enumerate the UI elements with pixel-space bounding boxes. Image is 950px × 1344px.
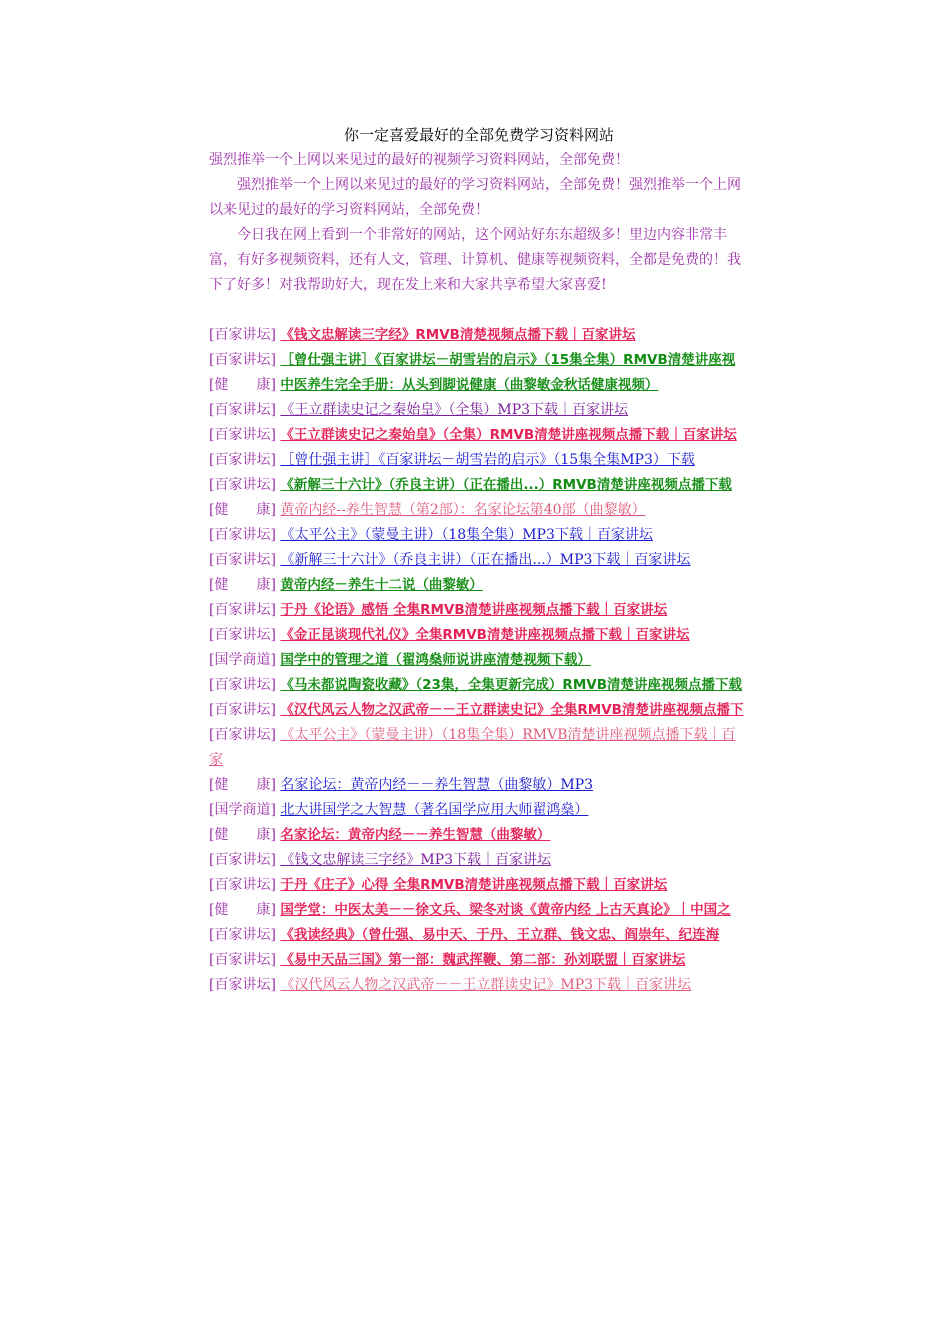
- list-item: [百家讲坛] 《太平公主》（蒙曼主讲）（18集全集）MP3下载｜百家讲坛: [209, 527, 653, 543]
- category-link[interactable]: 百家讲坛: [214, 927, 271, 943]
- resource-link[interactable]: 《易中天品三国》第一部：魏武挥鞭、第二部：孙刘联盟｜百家讲坛: [280, 952, 686, 968]
- list-item: [健 康] 黄帝内经－养生十二说（曲黎敏）: [209, 577, 483, 593]
- resource-link[interactable]: 名家论坛：黄帝内经－－养生智慧（曲黎敏）MP3: [280, 777, 594, 793]
- category-link[interactable]: 百家讲坛: [214, 852, 271, 868]
- resource-link[interactable]: 《汉代风云人物之汉武帝－－王立群读史记》全集RMVB清楚讲座视频点播下: [280, 702, 744, 718]
- resource-link[interactable]: 《钱文忠解读三字经》MP3下载｜百家讲坛: [280, 852, 552, 868]
- resource-link[interactable]: 于丹《论语》感悟 全集RMVB清楚讲座视频点播下载｜百家讲坛: [280, 602, 668, 618]
- category-link[interactable]: 百家讲坛: [214, 527, 271, 543]
- category-link[interactable]: 健 康: [214, 827, 271, 843]
- intro-paragraph: 强烈推举一个上网以来见过的最好的学习资料网站，全部免费！强烈推举一个上网以来见过的最好的学习资料网站，全部免费！: [209, 177, 741, 218]
- list-item: [健 康] 名家论坛：黄帝内经－－养生智慧（曲黎敏）: [209, 827, 551, 843]
- category-link[interactable]: 国学商道: [214, 652, 271, 668]
- resource-link[interactable]: 国学堂：中医太美－－徐文兵、梁冬对谈《黄帝内经 上古天真论》｜中国之: [280, 902, 731, 918]
- category-link[interactable]: 百家讲坛: [214, 352, 271, 368]
- list-item: [百家讲坛] 《我读经典》（曾仕强、易中天、于丹、王立群、钱文忠、阎崇年、纪连海: [209, 927, 720, 943]
- list-item: [百家讲坛] 于丹《庄子》心得 全集RMVB清楚讲座视频点播下载｜百家讲坛: [209, 877, 668, 893]
- category-link[interactable]: 百家讲坛: [214, 677, 271, 693]
- category-link[interactable]: 百家讲坛: [214, 727, 271, 743]
- list-item: [百家讲坛] 《王立群读史记之秦始皇》（全集）RMVB清楚讲座视频点播下载｜百家讲坛: [209, 427, 737, 443]
- list-item: [健 康] 国学堂：中医太美－－徐文兵、梁冬对谈《黄帝内经 上古天真论》｜中国之: [209, 902, 731, 918]
- document-page: [209, 122, 749, 998]
- resource-link-list: [209, 323, 749, 998]
- resource-link[interactable]: 于丹《庄子》心得 全集RMVB清楚讲座视频点播下载｜百家讲坛: [280, 877, 668, 893]
- resource-link[interactable]: 名家论坛：黄帝内经－－养生智慧（曲黎敏）: [280, 827, 551, 843]
- intro-line: 强烈推举一个上网以来见过的最好的视频学习资料网站，全部免费！: [209, 152, 629, 168]
- list-item: [百家讲坛] 《易中天品三国》第一部：魏武挥鞭、第二部：孙刘联盟｜百家讲坛: [209, 952, 686, 968]
- category-link[interactable]: 百家讲坛: [214, 552, 271, 568]
- list-item: [百家讲坛] 《钱文忠解读三字经》RMVB清楚视频点播下载｜百家讲坛: [209, 327, 636, 343]
- resource-link[interactable]: 《新解三十六计》（乔良主讲）（正在播出...）MP3下载｜百家讲坛: [280, 552, 691, 568]
- list-item: [百家讲坛] 《汉代风云人物之汉武帝－－王立群读史记》MP3下载｜百家讲坛: [209, 977, 692, 993]
- intro-paragraph: 今日我在网上看到一个非常好的网站，这个网站好东东超级多！里边内容非常丰富，有好多视频资料，还有人文，管理、计算机、健康等视频资料，全都是免费的！我下了好多！对我帮助好大，现在发上来和大家共享希望大家喜爱!: [209, 227, 741, 293]
- list-item: [百家讲坛] 《马未都说陶瓷收藏》（23集，全集更新完成）RMVB清楚讲座视频点播下载: [209, 677, 742, 693]
- resource-link[interactable]: 《我读经典》（曾仕强、易中天、于丹、王立群、钱文忠、阎崇年、纪连海: [280, 927, 720, 943]
- resource-link[interactable]: 中医养生完全手册：从头到脚说健康（曲黎敏金秋话健康视频）: [280, 377, 659, 393]
- list-item: [百家讲坛] ［曾仕强主讲］《百家讲坛－胡雪岩的启示》（15集全集）RMVB清楚讲座视: [209, 352, 736, 368]
- resource-link[interactable]: 北大讲国学之大智慧（著名国学应用大师翟鸿燊）: [280, 802, 589, 818]
- resource-link[interactable]: 《钱文忠解读三字经》RMVB清楚视频点播下载｜百家讲坛: [280, 327, 636, 343]
- resource-link[interactable]: 《金正昆谈现代礼仪》全集RMVB清楚讲座视频点播下载｜百家讲坛: [280, 627, 690, 643]
- resource-link[interactable]: 《太平公主》（蒙曼主讲）（18集全集）RMVB清楚讲座视频点播下载｜百家: [209, 727, 736, 768]
- category-link[interactable]: 百家讲坛: [214, 977, 271, 993]
- category-link[interactable]: 百家讲坛: [214, 427, 271, 443]
- list-item: [百家讲坛] 《钱文忠解读三字经》MP3下载｜百家讲坛: [209, 852, 552, 868]
- list-item: [百家讲坛] 《金正昆谈现代礼仪》全集RMVB清楚讲座视频点播下载｜百家讲坛: [209, 627, 690, 643]
- list-item: [健 康] 名家论坛：黄帝内经－－养生智慧（曲黎敏）MP3: [209, 777, 594, 793]
- category-link[interactable]: 国学商道: [214, 802, 271, 818]
- resource-link[interactable]: ［曾仕强主讲］《百家讲坛－胡雪岩的启示》（15集全集）RMVB清楚讲座视: [280, 352, 736, 368]
- resource-link[interactable]: 《新解三十六计》（乔良主讲）（正在播出...）RMVB清楚讲座视频点播下载: [280, 477, 732, 493]
- category-link[interactable]: 百家讲坛: [214, 477, 271, 493]
- resource-link[interactable]: 《马未都说陶瓷收藏》（23集，全集更新完成）RMVB清楚讲座视频点播下载: [280, 677, 742, 693]
- category-link[interactable]: 百家讲坛: [214, 702, 271, 718]
- category-link[interactable]: 百家讲坛: [214, 602, 271, 618]
- list-item: [百家讲坛] 《新解三十六计》（乔良主讲）（正在播出...）MP3下载｜百家讲坛: [209, 552, 691, 568]
- resource-link[interactable]: 《汉代风云人物之汉武帝－－王立群读史记》MP3下载｜百家讲坛: [280, 977, 692, 993]
- category-link[interactable]: 百家讲坛: [214, 627, 271, 643]
- category-link[interactable]: 百家讲坛: [214, 402, 271, 418]
- resource-link[interactable]: 《太平公主》（蒙曼主讲）（18集全集）MP3下载｜百家讲坛: [280, 527, 653, 543]
- category-link[interactable]: 健 康: [214, 577, 271, 593]
- category-link[interactable]: 健 康: [214, 502, 271, 518]
- document-title: 你一定喜爱最好的全部免费学习资料网站: [343, 126, 614, 144]
- resource-link[interactable]: 黄帝内经--养生智慧（第2部）：名家论坛第40部（曲黎敏）: [280, 502, 646, 518]
- list-item: [国学商道] 北大讲国学之大智慧（著名国学应用大师翟鸿燊）: [209, 802, 589, 818]
- list-item: [国学商道] 国学中的管理之道（翟鸿燊师说讲座清楚视频下载）: [209, 652, 591, 668]
- resource-link[interactable]: 《王立群读史记之秦始皇》（全集）MP3下载｜百家讲坛: [280, 402, 629, 418]
- list-item: [百家讲坛] 《王立群读史记之秦始皇》（全集）MP3下载｜百家讲坛: [209, 402, 629, 418]
- category-link[interactable]: 百家讲坛: [214, 327, 271, 343]
- category-link[interactable]: 百家讲坛: [214, 877, 271, 893]
- list-item: [百家讲坛] 《新解三十六计》（乔良主讲）（正在播出...）RMVB清楚讲座视频点播下载: [209, 477, 732, 493]
- list-item: [健 康] 黄帝内经--养生智慧（第2部）：名家论坛第40部（曲黎敏）: [209, 502, 646, 518]
- resource-link[interactable]: 《王立群读史记之秦始皇》（全集）RMVB清楚讲座视频点播下载｜百家讲坛: [280, 427, 737, 443]
- category-link[interactable]: 百家讲坛: [214, 452, 271, 468]
- list-item: [百家讲坛] ［曾仕强主讲］《百家讲坛－胡雪岩的启示》（15集全集MP3）下载: [209, 452, 695, 468]
- category-link[interactable]: 健 康: [214, 902, 271, 918]
- resource-link[interactable]: 黄帝内经－养生十二说（曲黎敏）: [280, 577, 483, 593]
- resource-link[interactable]: 国学中的管理之道（翟鸿燊师说讲座清楚视频下载）: [280, 652, 591, 668]
- category-link[interactable]: 百家讲坛: [214, 952, 271, 968]
- list-item: [百家讲坛] 于丹《论语》感悟 全集RMVB清楚讲座视频点播下载｜百家讲坛: [209, 602, 668, 618]
- resource-link[interactable]: ［曾仕强主讲］《百家讲坛－胡雪岩的启示》（15集全集MP3）下载: [280, 452, 695, 468]
- category-link[interactable]: 健 康: [214, 777, 271, 793]
- list-item: [百家讲坛] 《汉代风云人物之汉武帝－－王立群读史记》全集RMVB清楚讲座视频点播下: [209, 702, 744, 718]
- list-item: [健 康] 中医养生完全手册：从头到脚说健康（曲黎敏金秋话健康视频）: [209, 377, 659, 393]
- category-link[interactable]: 健 康: [214, 377, 271, 393]
- list-item: [百家讲坛] 《太平公主》（蒙曼主讲）（18集全集）RMVB清楚讲座视频点播下载｜百家: [209, 727, 736, 768]
